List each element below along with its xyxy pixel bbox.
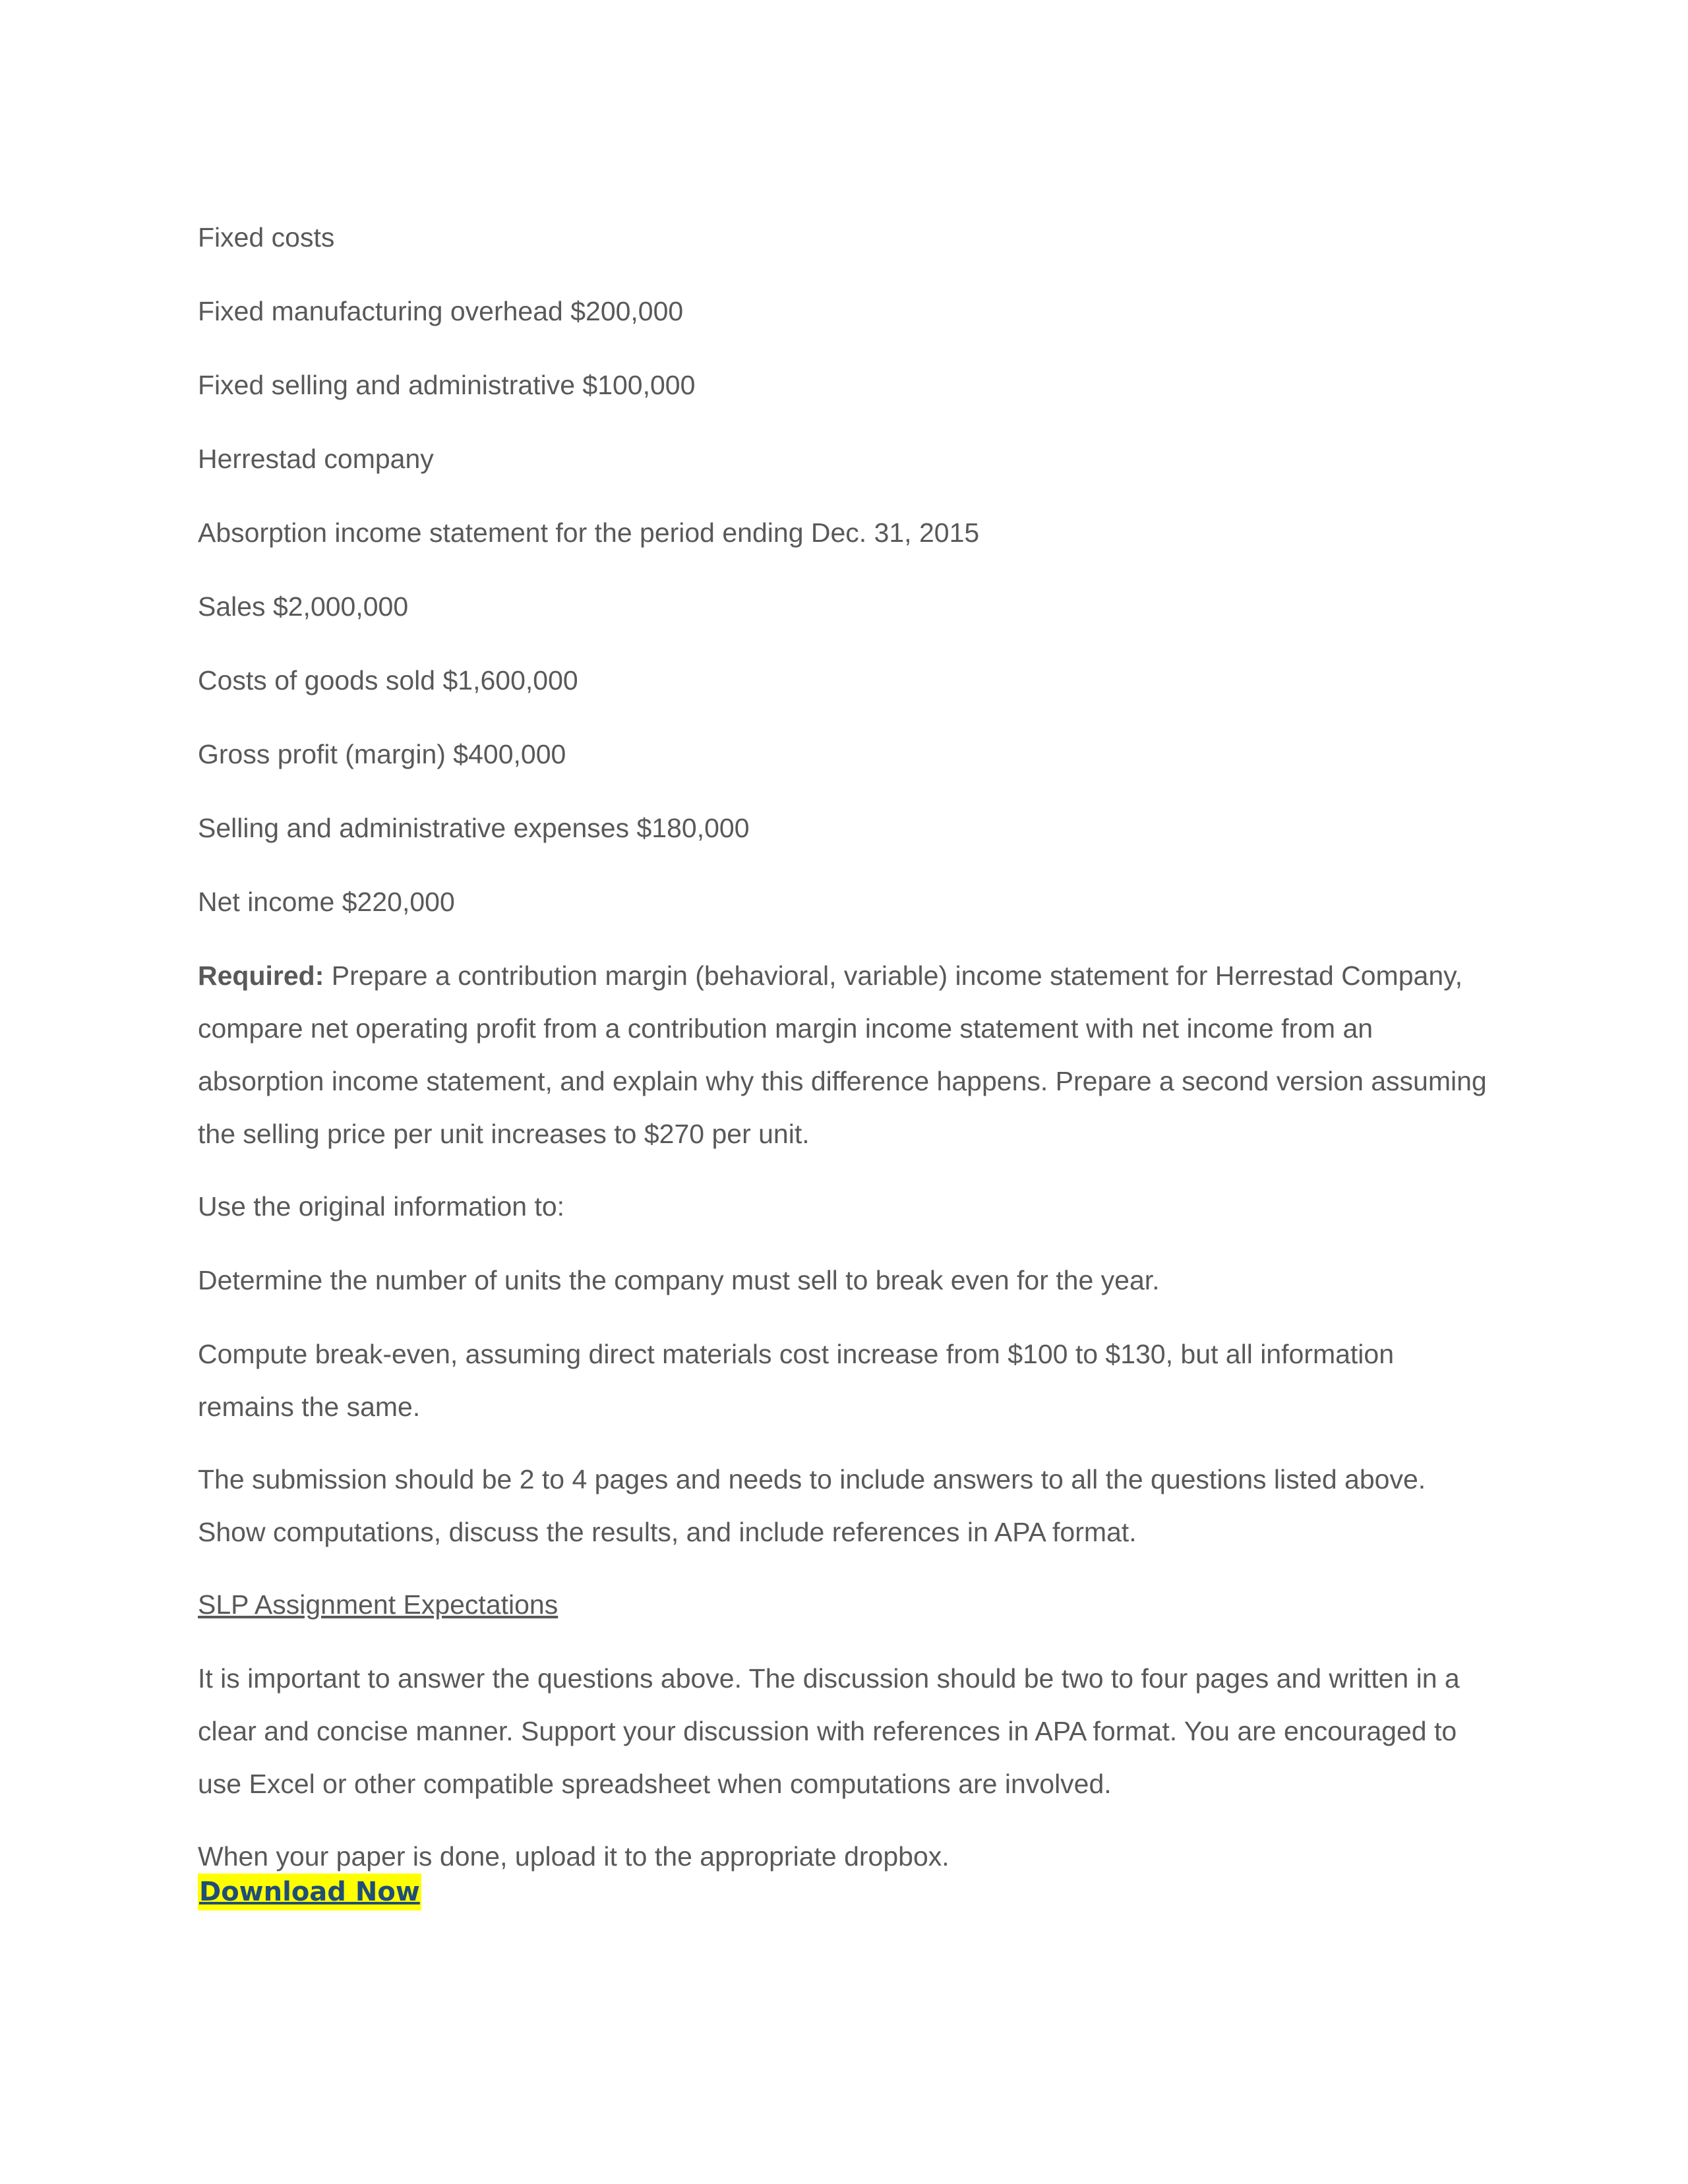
expectations-heading-text: SLP Assignment Expectations	[198, 1589, 558, 1620]
line-fixed-manufacturing-overhead: Fixed manufacturing overhead $200,000	[198, 296, 684, 326]
upload-line: When your paper is done, upload it to the appropriate dropbox.	[198, 1841, 950, 1872]
break-even-materials-paragraph: Compute break-even, assuming direct materials cost increase from $100 to $130, but all information remains the same.	[198, 1339, 1395, 1422]
line-company-name: Herrestad company	[198, 444, 434, 474]
break-even-units-line: Determine the number of units the company must sell to break even for the year.	[198, 1265, 1160, 1295]
line-net-income: Net income $220,000	[198, 887, 455, 917]
line-statement-title: Absorption income statement for the period ending Dec. 31, 2015	[198, 517, 980, 548]
line-sales: Sales $2,000,000	[198, 591, 409, 622]
required-text: Prepare a contribution margin (behavioral, variable) income statement for Herrestad Company, compare net operating profit from a contribution margin income statement with net income from an absorption income statement, and explain why this difference happens. Prepare a second version assuming the selling price per unit increases to $270 per unit.	[198, 960, 1487, 1149]
download-now-link[interactable]: Download Now	[198, 1874, 421, 1910]
line-cogs: Costs of goods sold $1,600,000	[198, 665, 578, 695]
expectations-paragraph: It is important to answer the questions above. The discussion should be two to four pages and written in a clear and concise manner. Support your discussion with references in APA format. You are encouraged to use Excel or other compatible spreadsheet when computations are involved.	[198, 1663, 1460, 1799]
line-gross-profit: Gross profit (margin) $400,000	[198, 739, 566, 769]
line-fixed-selling-admin: Fixed selling and administrative $100,000	[198, 370, 696, 400]
document-body	[198, 211, 1490, 1910]
required-label: Required:	[198, 960, 324, 991]
required-paragraph	[198, 949, 1490, 1160]
line-fixed-costs: Fixed costs	[198, 222, 335, 252]
line-selling-admin-expenses: Selling and administrative expenses $180,000	[198, 813, 750, 843]
use-original-line: Use the original information to:	[198, 1191, 565, 1222]
expectations-heading	[198, 1578, 1490, 1631]
submission-paragraph: The submission should be 2 to 4 pages and needs to include answers to all the questions listed above. Show computations, discuss the results, and include references in APA format.	[198, 1464, 1426, 1547]
